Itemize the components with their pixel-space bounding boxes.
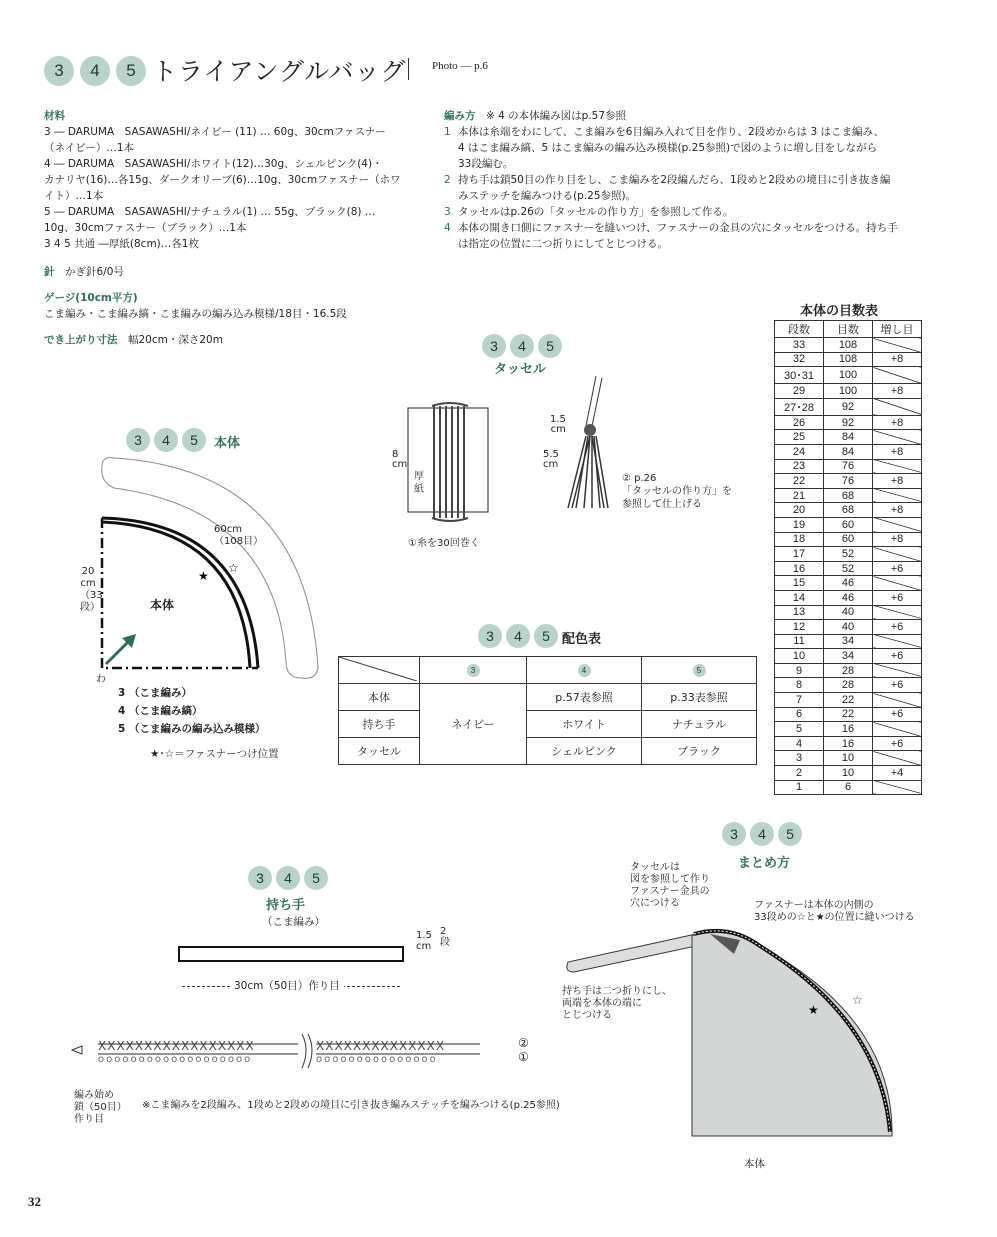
stitch-row [775,367,922,384]
stitch-cell: 34 [824,649,873,664]
stitch-row [775,663,922,678]
stitch-cell: +8 [873,415,922,430]
stitch-cell [873,367,922,384]
assembly-body-label: 本体 [744,1158,765,1170]
stitch-cell: 16 [824,722,873,737]
materials-line: 3 4 5 共通 ―厚紙(8cm)…各1枚 [44,238,199,250]
stitch-cell: 18 [775,532,824,547]
tassel-reference: ② p.26 「タッセルの作り方」を 参照して仕上げる [622,473,732,510]
stitch-cell: 6 [775,707,824,722]
stitch-cell [873,663,922,678]
stitch-cell: 22 [824,693,873,708]
stitch-cell: 84 [824,430,873,445]
needle-heading: 針 [44,266,55,278]
stitch-cell [873,398,922,415]
body-diagram [80,452,340,692]
stitch-cell: 68 [824,488,873,503]
svg-text:XXXXXXXXXXXXXX: XXXXXXXXXXXXXX [316,1039,446,1053]
stitch-cell: 52 [824,561,873,576]
assembly-title: まとめ方 [738,856,791,871]
stitch-cell [873,780,922,795]
handle-note: ※こま編みを2段編み、1段めと2段めの境目に引き抜き編みステッチを編みつける(p.25参照) [142,1100,560,1111]
stitch-cell: 46 [824,576,873,591]
svg-text:ooooooooooooooooooo: ooooooooooooooooooo [98,1054,253,1065]
stitch-cell: 10 [775,649,824,664]
handle-title: 持ち手 [266,898,306,913]
stitch-row [775,576,922,591]
stitch-cell [873,338,922,353]
stitch-cell: 60 [824,532,873,547]
stitch-row [775,561,922,576]
handle-row1: ① [518,1050,529,1064]
stitch-row [775,384,922,399]
assembly-diagram [560,910,900,1140]
stitch-row [775,352,922,367]
stitch-row [775,459,922,474]
stitch-cell: +6 [873,678,922,693]
stitch-row [775,649,922,664]
handle-chart [70,1028,500,1072]
tassel-title: タッセル [494,362,547,377]
stitch-cell: 84 [824,444,873,459]
stitch-cell: +8 [873,503,922,518]
stitch-cell [873,722,922,737]
title-badges [44,56,152,86]
assembly-tassel-note: タッセルは 図を参照して作り ファスナー金具の 穴につける [630,862,710,909]
stitch-row [775,590,922,605]
stitch-cell: 22 [824,707,873,722]
svg-text:XXXXXXXXXXXXXXXXX: XXXXXXXXXXXXXXXXX [98,1039,255,1053]
stitch-cell [873,459,922,474]
tassel-len1: 1.5 cm [550,414,566,435]
svg-text:ooooooooooooooo: ooooooooooooooo [316,1054,438,1065]
size-value: 幅20cm・深さ20m [128,334,223,346]
stitch-cell: 17 [775,547,824,562]
stitch-cell: 7 [775,693,824,708]
tassel-len2: 5.5 cm [543,449,559,470]
stitch-row [775,605,922,620]
stitch-cell: 28 [824,663,873,678]
stitch-cell: +6 [873,649,922,664]
materials-heading: 材料 [44,110,65,122]
stitch-cell: 32 [775,352,824,367]
stitch-row [775,517,922,532]
color-c3: ネイビー [420,684,527,765]
photo-reference: Photo ― p.6 [432,60,488,72]
stitch-cell: 76 [824,459,873,474]
page-title: トライアングルバッグ [152,57,407,86]
stitch-cell [873,576,922,591]
body-arc-length: 60cm （108目） [214,524,264,547]
stitch-row [775,532,922,547]
stitch-cell: +8 [873,352,922,367]
stitch-cell: 16 [775,561,824,576]
gauge-heading: ゲージ(10cm平方) [44,292,138,304]
stitch-cell [873,605,922,620]
body-center-label: 本体 [150,598,175,612]
handle-badges: 3 4 5 [248,866,332,890]
stitch-cell: +8 [873,474,922,489]
stitch-row [775,415,922,430]
gauge-value: こま編み・こま編み縞・こま編みの編み込み模様/18目・16.5段 [44,308,347,320]
svg-text:★: ★ [198,569,209,583]
stitch-cell: +6 [873,561,922,576]
badge-3: 3 [44,56,74,86]
handle-row2: ② [518,1036,529,1050]
handle-strip [178,946,404,962]
stitch-cell: 20 [775,503,824,518]
stitch-cell: 24 [775,444,824,459]
method-step: 4 本体の開き口側にファスナーを縫いつけ、ファスナーの金具の穴にタッセルをつける。持ち手 は指定の位置に二つ折りにしてとじつける。 [444,222,898,250]
size-heading: でき上がり寸法 [44,334,118,346]
svg-text:★: ★ [808,1003,819,1017]
stitch-row [775,766,922,781]
stitch-row [775,503,922,518]
stitch-cell: 100 [824,367,873,384]
color-badges: 3 4 5 [478,624,562,648]
materials-line: 4 ― DARUMA SASAWASHI/ホワイト(12)…30g、シェルピンク(4)・ [44,158,383,170]
page-number: 32 [28,1194,41,1209]
stitch-cell: 33 [775,338,824,353]
assembly-badges: 3 4 5 [722,822,806,846]
wrap-note: ①糸を30回巻く [408,538,480,549]
method-step: 2 持ち手は鎖50目の作り目をし、こま編みを2段編んだら、1段めと2段めの境目に引き抜き編 みステッチを編みつける(p.25参照)。 [444,174,891,202]
stitch-row [775,620,922,635]
card-label: 厚紙 [414,471,424,495]
handle-subtitle: （こま編み） [262,916,325,928]
method-heading: 編み方 [444,110,476,122]
handle-length: 30cm（50目）作り目 [230,978,344,993]
stitch-cell: 108 [824,338,873,353]
materials-line: （ネイビー）…1本 [44,142,135,154]
stitch-cell: 1 [775,780,824,795]
stitch-cell [873,547,922,562]
stitch-cell: 92 [824,415,873,430]
stitch-row [775,398,922,415]
stitch-cell: 21 [775,488,824,503]
stitch-cell: +8 [873,444,922,459]
stitch-cell: 5 [775,722,824,737]
method-step: 3 タッセルはp.26の「タッセルの作り方」を参照して作る。 [444,206,734,218]
stitch-cell: 19 [775,517,824,532]
stitch-cell: 34 [824,634,873,649]
stitch-cell [873,634,922,649]
stitch-row [775,488,922,503]
stitch-cell: +6 [873,620,922,635]
stitch-cell: 76 [824,474,873,489]
stitch-cell: 13 [775,605,824,620]
stitch-row [775,707,922,722]
stitch-row [775,444,922,459]
stitch-cell: +6 [873,590,922,605]
stitch-cell: 3 [775,751,824,766]
stitch-cell: 46 [824,590,873,605]
handle-height: 1.5 cm [416,930,432,952]
badge-5: 5 [116,56,146,86]
stitch-cell: 23 [775,459,824,474]
stitch-cell: 52 [824,547,873,562]
title-divider [408,58,409,80]
stitch-row [775,547,922,562]
svg-text:☆: ☆ [852,993,863,1007]
stitch-cell: 40 [824,605,873,620]
stitch-cell: 27･28 [775,398,824,415]
stitch-cell: 16 [824,736,873,751]
body-title: 本体 [214,436,241,451]
ring-label: わ [96,674,106,685]
stitch-cell: 11 [775,634,824,649]
stitch-cell: 8 [775,678,824,693]
body-height: 20 cm （33 段） [80,566,103,613]
materials-section [44,108,434,348]
color-table: 3 4 5 本体 ネイビー p.57表参照 p.33表参照 持ち手 ホワイト ナチュラル タッセル シェルピンク ブラック [338,656,757,765]
stitch-row [775,693,922,708]
stitch-cell: 30･31 [775,367,824,384]
materials-line: 3 ― DARUMA SASAWASHI/ネイビー (11) … 60g、30cmファスナー [44,126,386,138]
stitch-count-table: 段数 目数 増し目 33 108 32 108 +8 30･31 100 29 100 +8 27･28 92 26 92 +8 25 84 24 84 +8 23 76 22 76 +8 21 68 20 68 +8 19 60 18 60 +8 17 52 16 52 +6 15 46 14 46 +6 13 40 12 40 +6 11 34 10 34 +6 9 28 8 28 +6 7 22 6 22 +6 5 16 4 16 +6 3 10 2 10 +4 1 6 [774,320,922,795]
card-height: 8 cm [392,449,408,470]
materials-line: 10g、30cmファスナー（ブラック）…1本 [44,222,247,234]
method-step: 1 本体は糸端をわにして、こま編みを6目編み入れて目を作り、2段めからは 3 はこま編み、 4 はこま編み縞、5 はこま編みの編み込み模様(p.25参照)で図のように増し目をしながら 33段編む。 [444,126,885,170]
stitch-cell: +8 [873,532,922,547]
body-badges: 3 4 5 [126,428,210,452]
svg-text:☆: ☆ [228,561,239,575]
stitch-cell: 28 [824,678,873,693]
stitch-cell: 6 [824,780,873,795]
tassel-diagram [370,372,630,552]
stitch-cell: 26 [775,415,824,430]
stitch-cell [873,517,922,532]
stitch-cell: +8 [873,384,922,399]
stitch-row [775,751,922,766]
materials-line: カナリヤ(16)…各15g、ダークオリーブ(6)…10g、30cmファスナー（ホワ [44,174,401,186]
stitch-row [775,736,922,751]
stitch-table-title: 本体の目数表 [800,304,879,319]
stitch-row [775,678,922,693]
stitch-cell [873,488,922,503]
materials-line: イト）…1本 [44,190,104,202]
star-note: ★･☆＝ファスナーつけ位置 [150,748,279,760]
stitch-cell: 12 [775,620,824,635]
handle-start-label: 編み始め 鎖（50目） 作り目 [74,1090,127,1125]
handle-rows: 2 段 [440,926,450,948]
stitch-row [775,338,922,353]
stitch-row [775,474,922,489]
stitch-cell: 22 [775,474,824,489]
materials-line: 5 ― DARUMA SASAWASHI/ナチュラル(1) … 55g、ブラック(8) … [44,206,376,218]
stitch-cell: +6 [873,707,922,722]
stitch-cell: 100 [824,384,873,399]
stitch-cell: 25 [775,430,824,445]
stitch-cell: 10 [824,766,873,781]
stitch-cell: 29 [775,384,824,399]
stitch-row [775,722,922,737]
needle-value: かぎ針6/0号 [65,266,124,278]
stitch-cell: 2 [775,766,824,781]
stitch-cell [873,693,922,708]
stitch-row [775,634,922,649]
stitch-cell: 4 [775,736,824,751]
stitch-cell: 108 [824,352,873,367]
stitch-cell: 9 [775,663,824,678]
stitch-row [775,430,922,445]
assembly-zipper-note: ファスナーは本体の内側の 33段めの☆と★の位置に縫いつける [754,900,915,923]
stitch-cell: 10 [824,751,873,766]
stitch-cell: 60 [824,517,873,532]
stitch-cell [873,751,922,766]
stitch-cell: +4 [873,766,922,781]
stitch-cell: 68 [824,503,873,518]
method-note: ※ 4 の本体編み図はp.57参照 [486,110,627,122]
stitch-cell: +6 [873,736,922,751]
assembly-handle-note: 持ち手は二つ折りにし、 両端を本体の端に とじつける [562,986,672,1021]
tassel-badges: 3 4 5 [482,334,566,358]
badge-4: 4 [80,56,110,86]
stitch-cell [873,430,922,445]
stitch-cell: 14 [775,590,824,605]
method-section [444,108,944,252]
stitch-row [775,780,922,795]
stitch-cell: 40 [824,620,873,635]
body-legend: 3 （こま編み） 4 （こま編み縞） 5 （こま編みの編み込み模様） [118,687,266,735]
stitch-cell: 92 [824,398,873,415]
color-table-title: 配色表 [562,632,602,647]
stitch-cell: 15 [775,576,824,591]
